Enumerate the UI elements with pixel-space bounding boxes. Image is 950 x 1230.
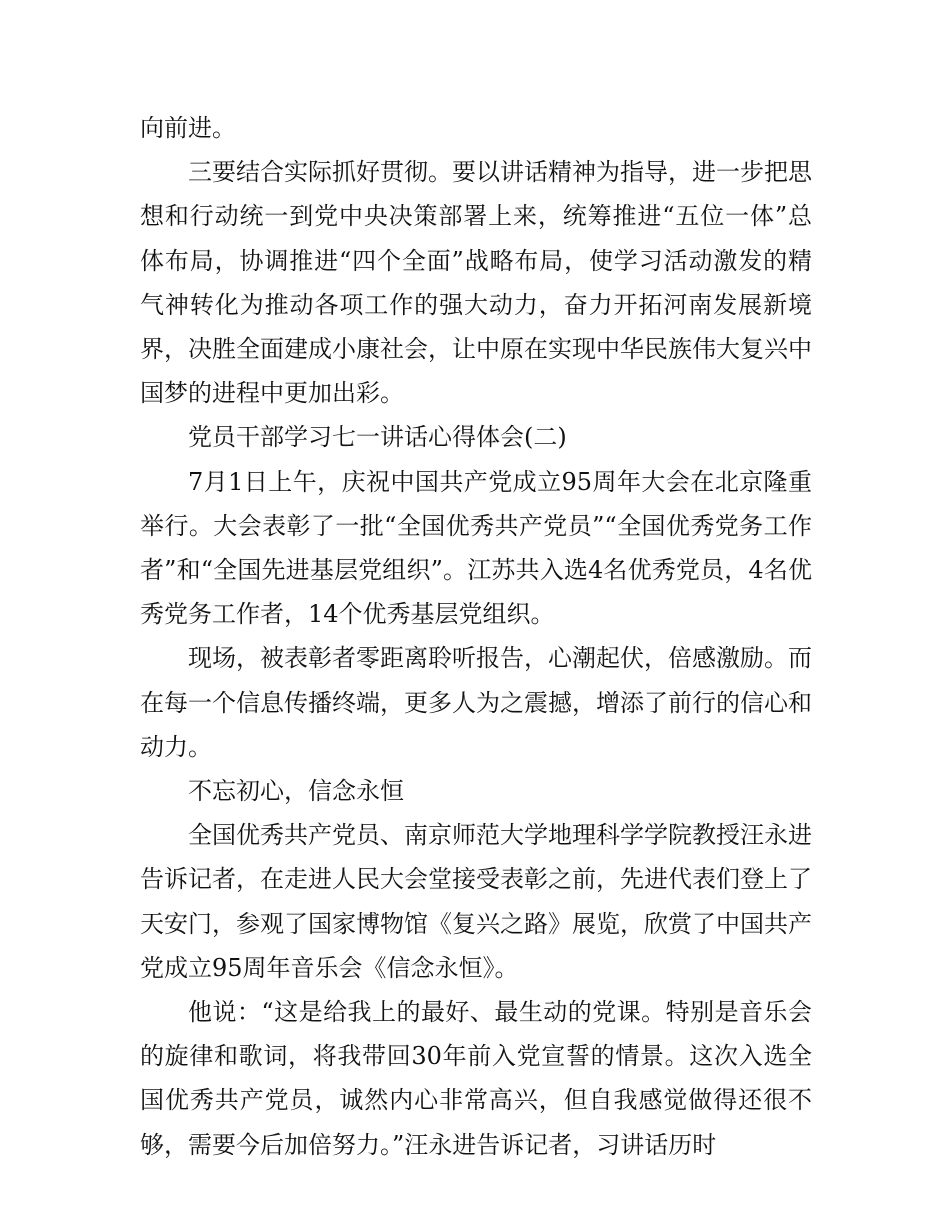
paragraph-july-first-meeting: 7月1日上午，庆祝中国共产党成立95周年大会在北京隆重举行。大会表彰了一批“全国优秀共产党员”“全国优秀党务工作者”和“全国先进基层党组织”。江苏共入选4名优秀党员，4名优秀党务工作者，14个优秀基层党组织。 <box>140 467 812 629</box>
section-heading-part-two: 党员干部学习七一讲话心得体会(二) <box>188 423 567 452</box>
paragraph-wang-yongjin-intro: 全国优秀共产党员、南京师范大学地理科学学院教授汪永进告诉记者，在走进人民大会堂接受表彰之前，先进代表们登上了天安门，参观了国家博物馆《复兴之路》展览，欣赏了中国共产党成立95周年音乐会《信念永恒》。 <box>140 821 812 982</box>
paragraph-third-requirement: 三要结合实际抓好贯彻。要以讲话精神为指导，进一步把思想和行动统一到党中央决策部署上来，统筹推进“五位一体”总体布局，协调推进“四个全面”战略布局，使学习活动激发的精气神转化为推动各项工作的强大动力，奋力开拓河南发展新境界，决胜全面建成小康社会，让中原在实现中华民族伟大复兴中国梦的进程中更加出彩。 <box>140 158 812 408</box>
section-heading-original-aspiration: 不忘初心，信念永恒 <box>188 777 404 806</box>
paragraph-wang-yongjin-quote: 他说：“这是给我上的最好、最生动的党课。特别是音乐会的旋律和歌词，将我带回30年前入党宣誓的情景。这次入选全国优秀共产党员，诚然内心非常高兴，但自我感觉做得还很不够，需要今后加倍努力。”汪永进告诉记者，习讲话历时 <box>140 998 812 1159</box>
paragraph-on-site-reaction: 现场，被表彰者零距离聆听报告，心潮起伏，倍感激励。而在每一个信息传播终端，更多人为之震撼，增添了前行的信心和动力。 <box>140 644 812 761</box>
document-body <box>140 106 812 1167</box>
paragraph-continuation: 向前进。 <box>140 114 236 142</box>
